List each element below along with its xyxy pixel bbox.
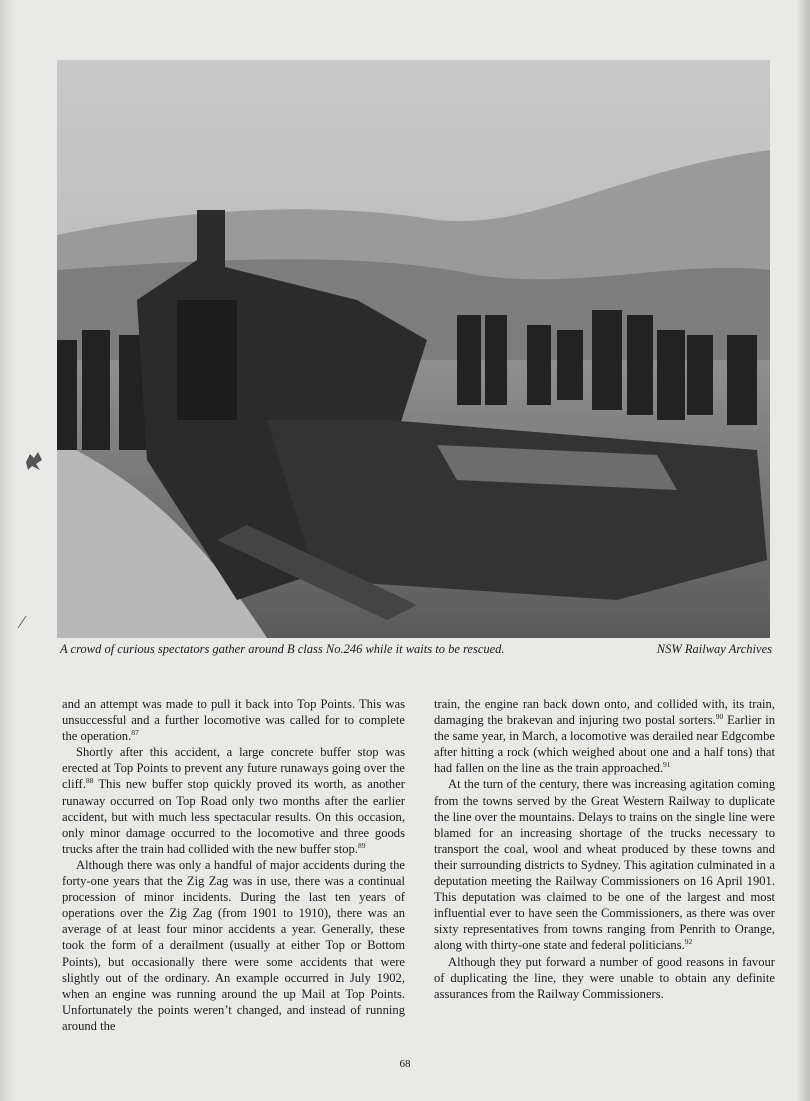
page-edge-shadow	[796, 0, 810, 1101]
caption-text: A crowd of curious spectators gather around B class No.246 while it waits to be rescued.	[60, 642, 505, 656]
page-number: 68	[399, 1058, 411, 1070]
figure-caption	[60, 641, 772, 657]
paragraph: and an attempt was made to pull it back into Top Points. This was unsuccessful and a further locomotive was called for to complete the operation.$^{87}$	[62, 697, 405, 744]
footnote-ref: 88	[85, 776, 94, 786]
text-column-left	[62, 696, 405, 1034]
paragraph: Although they put forward a number of good reasons in favour of duplicating the line, they were unable to obtain any definite assurances from the Railway Commissioners.	[434, 954, 775, 1001]
footnote-ref: 92	[684, 937, 693, 947]
margin-pencil-mark	[17, 615, 27, 629]
caption-credit: NSW Railway Archives	[656, 642, 772, 656]
paragraph: train, the engine ran back down onto, and collided with, its train, damaging the brakevan and injuring two postal sorters.$^{90}$ Earlier in the same year, in March, a locomotive was derailed near Edgcombe after hitting a rock (which weighed about one and a half tons) that had fallen on the line as the train approached.$^{91}$	[434, 697, 775, 776]
margin-ink-blot	[22, 448, 46, 474]
photograph-derailed-locomotive	[57, 60, 770, 638]
paragraph: Although there was only a handful of major accidents during the forty-one years that the Zig Zag was in use, there was a continual procession of minor incidents. During the last ten years of operations over the Zig Zag (from 1901 to 1910), there was an average of at least four minor accidents a year. Generally, these took the form of a derailment (usually at either Top or Bottom Points), but occasionally there were some accidents that were slightly out of the ordinary. An example occurred in July 1902, when an engine was running around the up Mail at Top Points. Unfortunately the points weren’t changed, and instead of running around the	[62, 857, 405, 1033]
footnote-ref: 89	[357, 840, 366, 850]
paragraph: Shortly after this accident, a large concrete buffer stop was erected at Top Points to prevent any future runaways going over the cliff.$^{88}$ This new buffer stop quickly proved its worth, as another runaway occurred on Top Road only two months after the earlier accident, but with much less spectacular results. On this occasion, only minor damage occurred to the locomotive and three goods trucks after the train had collided with the new buffer stop.$^{89}$	[62, 745, 405, 856]
paragraph: At the turn of the century, there was increasing agitation coming from the towns served by the Great Western Railway to duplicate the line over the mountains. Delays to trains on the single line were blamed for an increasing shortage of the trucks necessary to transport the coal, wool and wheat produced by these towns and their surrounding districts to Sydney. This agitation culminated in a deputation meeting the Railway Commissioners on 16 April 1901. This deputation was claimed to be one of the largest and most influential ever to have seen the Commissioners, as there was over sixty representatives from towns ranging from Penrith to Orange, along with thirty-one state and federal politicians.$^{92}$	[434, 777, 775, 953]
footnote-ref: 87	[131, 728, 139, 737]
footnote-ref: 91	[663, 760, 671, 770]
footnote-ref: 90	[715, 711, 724, 721]
text-column-right	[434, 696, 775, 1002]
page-spine-shadow	[0, 0, 14, 1101]
